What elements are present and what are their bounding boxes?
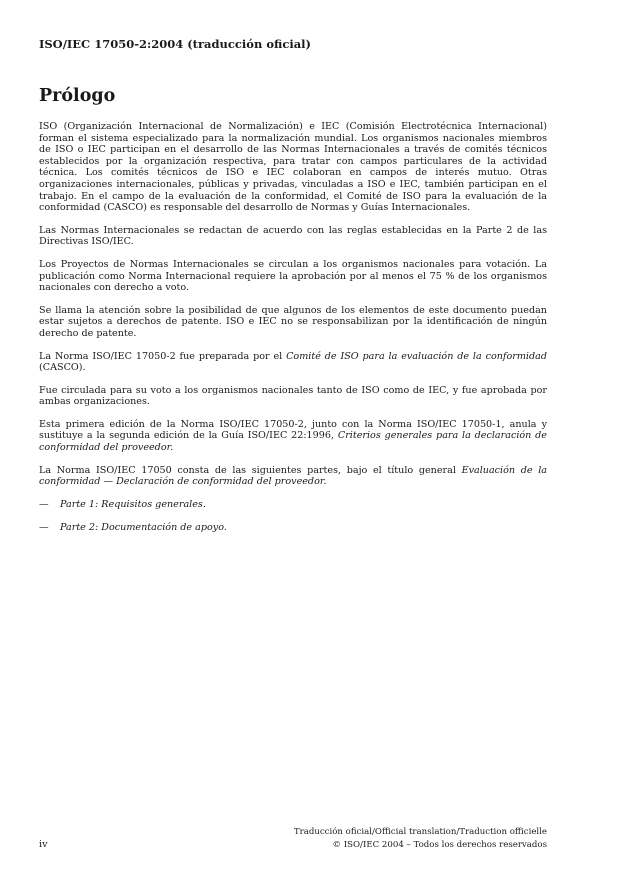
paragraph-parts-text: La Norma ISO/IEC 17050 consta de las siguientes partes, bajo el título general	[39, 464, 462, 476]
paragraph-voting: Los Proyectos de Normas Internacionales se circulan a los organismos nacionales para votación. La publicación como Norma Internacional requiere la aprobación por al menos el 75 % de los organismos nacionales con derecho a voto.	[39, 258, 547, 294]
paragraph-parts	[39, 465, 547, 488]
document-body	[39, 121, 547, 546]
footer-translation-line: Traducción oficial/Official translation/Traduction officielle	[293, 827, 547, 837]
committee-name: Comité de ISO para la evaluación de la conformidad	[286, 350, 547, 362]
paragraph-prepared-by-end: (CASCO).	[39, 362, 86, 374]
paragraph-drafting-rules: Las Normas Internacionales se redactan de acuerdo con las reglas establecidas en la Parte 2 de las Directivas ISO/IEC.	[39, 224, 547, 248]
list-item-text: Parte 2: Documentación de apoyo.	[60, 522, 227, 534]
list-dash: —	[39, 522, 49, 534]
paragraph-iso-iec-intro: ISO (Organización Internacional de Normalización) e IEC (Comisión Electrotécnica Internacional) forman el sistema especializado para la normalización mundial. Los organismos nacionales miembros de ISO o IEC participan en el desarrollo de las Normas Internacionales a través de comités técnicos establecidos por la organización respectiva, para tratar con campos particulares de la actividad técnica. Los comités técnicos de ISO e IEC colaboran en campos de interés mutuo. Otras organizaciones internacionales, públicas y privadas, vinculadas a ISO e IEC, también participan en el trabajo. En el campo de la evaluación de la conformidad, el Comité de ISO para la evaluación de la conformidad (CASCO) es responsable del desarrollo de Normas y Guías Internacionales.	[39, 121, 547, 214]
list-item-text: Parte 1: Requisitos generales.	[60, 498, 206, 510]
document-header: ISO/IEC 17050-2:2004 (traducción oficial)	[39, 37, 311, 51]
list-item	[39, 499, 547, 511]
paragraph-circulated: Fue circulada para su voto a los organismos nacionales tanto de ISO como de IEC, y fue aprobada por ambas organizaciones.	[39, 384, 547, 408]
list-dash: —	[39, 498, 49, 510]
page-number: iv	[39, 839, 48, 850]
list-item	[39, 522, 547, 534]
guide-title: Criterios generales para la declaración de conformidad del proveedor.	[39, 430, 547, 454]
paragraph-prepared-by	[39, 351, 547, 374]
general-title: Evaluación de la conformidad — Declaración de conformidad del proveedor.	[39, 464, 547, 488]
footer-copyright-line: © ISO/IEC 2004 – Todos los derechos reservados	[332, 840, 547, 850]
paragraph-prepared-by-text: La Norma ISO/IEC 17050-2 fue preparada por el	[39, 350, 287, 362]
footer-notice	[294, 826, 547, 852]
paragraph-patent-rights: Se llama la atención sobre la posibilidad de que algunos de los elementos de este documento puedan estar sujetos a derechos de patente. ISO e IEC no se responsabilizan por la identificación de ningún derecho de patente.	[39, 304, 547, 339]
page-title: Prólogo	[39, 86, 116, 106]
paragraph-edition-text: Esta primera edición de la Norma ISO/IEC 17050-2, junto con la Norma ISO/IEC 17050-1, anula y sustituye a la segunda edición de la Guía ISO/IEC 22:1996,	[39, 418, 547, 442]
paragraph-edition	[39, 419, 547, 454]
